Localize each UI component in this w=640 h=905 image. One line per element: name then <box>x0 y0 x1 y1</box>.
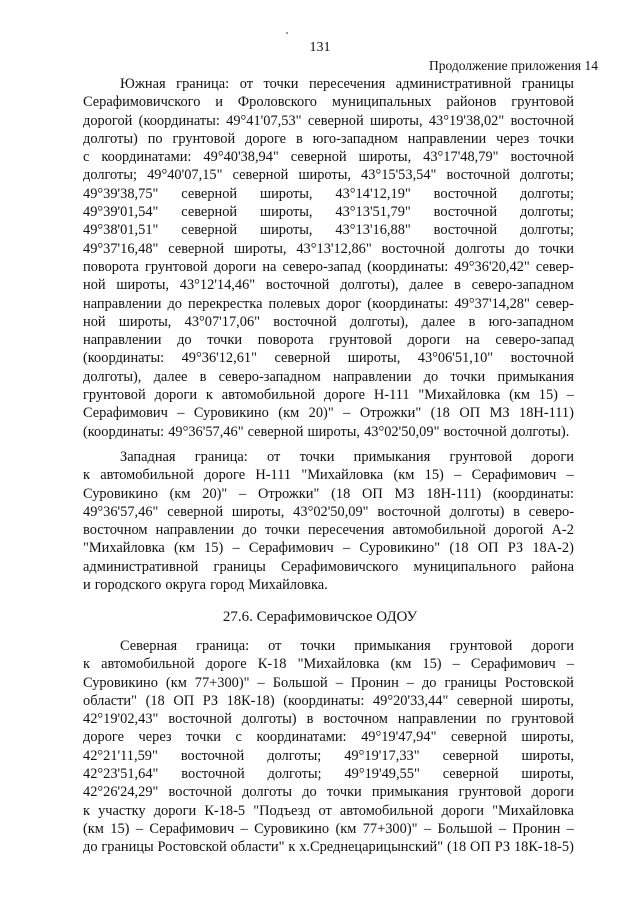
section-heading: 27.6. Серафимовичское ОДОУ <box>222 609 418 625</box>
text-line: долготы) по грунтовой дороге в юго-западном направлении через точки <box>83 130 574 147</box>
text-line: 49°38'01,51" северной широты, 43°13'16,88" восточной долготы; <box>83 222 574 239</box>
text-line: ной широты, 43°07'17,06" восточной долготы), далее в юго-западном <box>83 313 574 330</box>
text-line: административной границы Серафимовичского муниципального района <box>83 558 574 575</box>
text-line: долготы; 49°40'07,15" северной широты, 43°15'53,54" восточной долготы; <box>83 167 574 184</box>
western-border-paragraph <box>83 448 574 594</box>
text-line: к автомобильной дороге Н-111 "Михайловка (км 15) – Серафимович – <box>83 467 574 484</box>
text-line: дороге через точки с координатами: 49°19'47,94" северной широты, <box>83 729 574 746</box>
text-line: Южная граница: от точки пересечения административной границы <box>120 76 574 92</box>
text-line: Западная граница: от точки примыкания грунтовой дороги <box>120 449 574 465</box>
text-line: Суровикино (км 77+300)" – Большой – Пронин – до границы Ростовской <box>83 674 574 691</box>
text-line: и городского округа город Михайловка. <box>83 577 328 594</box>
text-line: 49°36'57,46" северной широты, 43°02'50,09" восточной долготы) в северо- <box>83 503 574 520</box>
text-line: дорогой (координаты: 49°41'07,53" северной широты, 43°19'38,02" восточной <box>83 112 574 129</box>
text-line: Серафимович – Суровикино (км 20)" – Отрожки" (18 ОП МЗ 18Н-111) <box>83 405 574 422</box>
text-line: грунтовой дороги к автомобильной дороге Н-111 "Михайловка (км 15) – <box>83 387 574 404</box>
text-line: 49°39'38,75" северной широты, 43°14'12,19" восточной долготы; <box>83 185 574 202</box>
text-line: восточном направлении до точки пересечения автомобильной дорогой А-2 <box>83 522 574 539</box>
text-line: 42°19'02,43" восточной долготы) в восточном направлении по грунтовой <box>83 711 574 728</box>
text-line: Серафимовичского и Фроловского муниципальных районов грунтовой <box>83 94 574 111</box>
text-line: "Михайловка (км 15) – Серафимович – Суровикино" (18 ОП РЗ 18А-2) <box>83 540 574 557</box>
text-line: 49°39'01,54" северной широты, 43°13'51,79" восточной долготы; <box>83 204 574 221</box>
text-line: направлении до перекрестка полевых дорог (координаты: 49°37'14,28" север- <box>83 295 574 312</box>
text-line: направлении до точки поворота грунтовой дороги на северо-запад <box>83 332 574 349</box>
text-line: ной широты, 43°12'14,46" восточной долготы), далее в северо-западном <box>83 277 574 294</box>
text-line: поворота грунтовой дороги на северо-запад (координаты: 49°36'20,42" север- <box>83 258 574 275</box>
text-line: с координатами: 49°40'38,94" северной широты, 43°17'48,79" восточной <box>83 149 574 166</box>
text-line: к автомобильной дороге К-18 "Михайловка (км 15) – Серафимович – <box>83 656 574 673</box>
text-line: (км 15) – Серафимович – Суровикино (км 77+300)" – Большой – Пронин – <box>83 820 574 837</box>
southern-border-paragraph <box>83 75 574 441</box>
text-line: Суровикино (км 20)" – Отрожки" (18 ОП МЗ 18Н-111) (координаты: <box>83 485 574 502</box>
text-line: области" (18 ОП РЗ 18К-18) (координаты: 49°20'33,44" северной широты, <box>83 692 574 709</box>
appendix-continuation-note: Продолжение приложения 14 <box>428 58 598 73</box>
text-line: (координаты: 49°36'12,61" северной широты, 43°06'51,10" восточной <box>83 350 574 367</box>
text-line: до границы Ростовской области" к х.Среднецарицынский" (18 ОП РЗ 18К-18-5) <box>83 839 574 856</box>
text-line: 42°26'24,29" восточной долготы до точки примыкания грунтовой дороги <box>83 784 574 801</box>
scan-speck <box>286 32 288 34</box>
text-line: 42°21'11,59" восточной долготы; 49°19'17,33" северной широты, <box>83 747 574 764</box>
text-line: долготы), далее в северо-западном направлении до точки примыкания <box>83 368 574 385</box>
text-line: к участку дороги К-18-5 "Подъезд от автомобильной дороги "Михайловка <box>83 802 574 819</box>
text-line: 42°23'51,64" восточной долготы; 49°19'49,55" северной широты, <box>83 766 574 783</box>
text-line: (координаты: 49°36'57,46" северной широты, 43°02'50,09" восточной долготы). <box>83 423 570 440</box>
text-line: Северная граница: от точки примыкания грунтовой дороги <box>120 638 574 654</box>
page-number: 131 <box>309 40 331 55</box>
text-line: 49°37'16,48" северной широты, 43°13'12,86" восточной долготы до точки <box>83 240 574 257</box>
northern-border-paragraph <box>83 637 574 857</box>
